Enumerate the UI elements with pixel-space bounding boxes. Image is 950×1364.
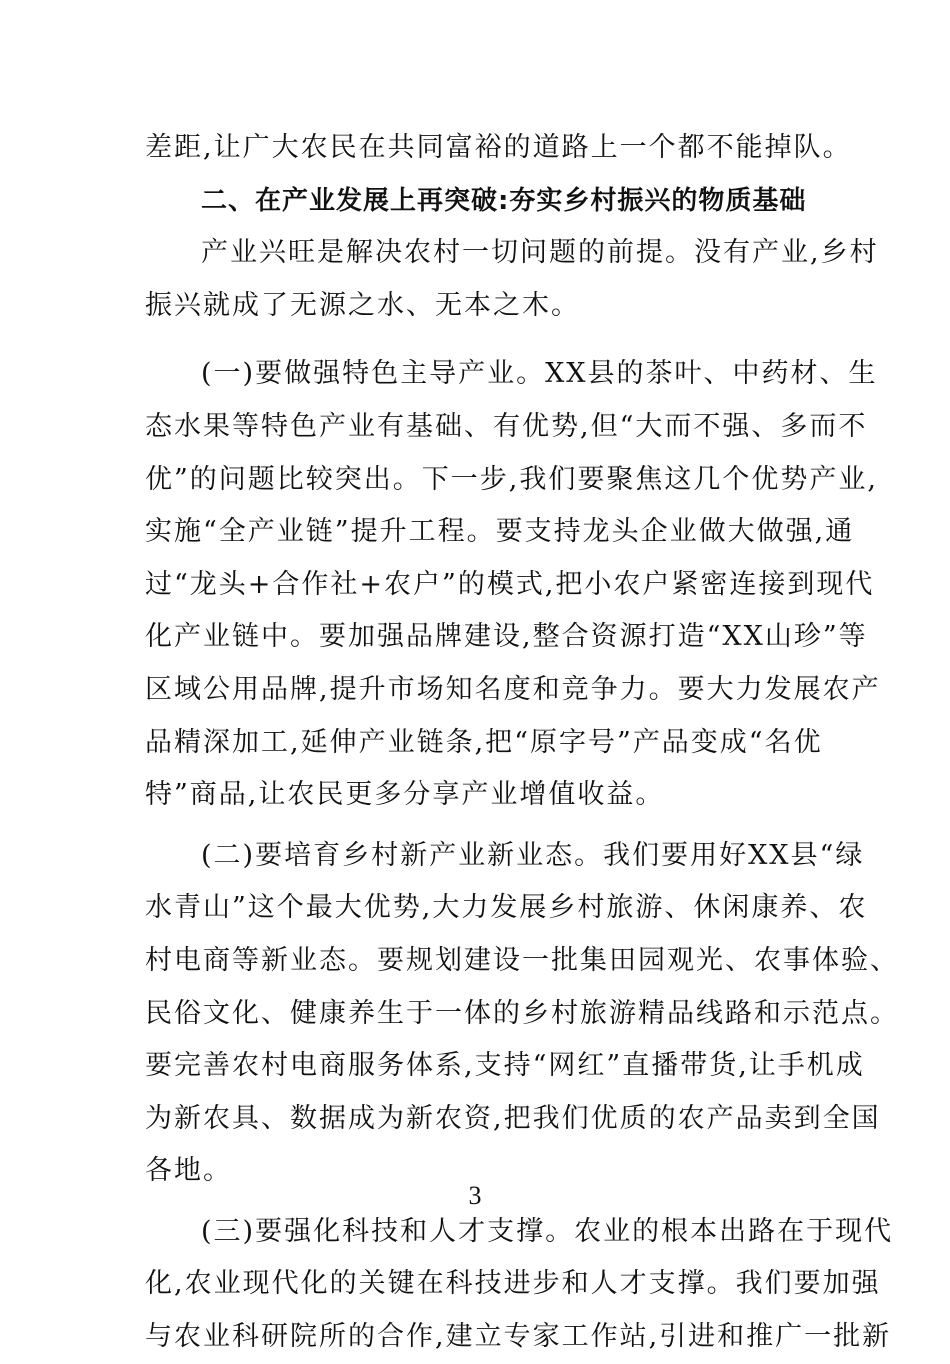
page-number: 3 (468, 1181, 482, 1210)
body-line: 振兴就成了无源之水、无本之木。 (145, 289, 580, 321)
body-line: 优”的问题比较突出。下一步,我们要聚焦这几个优势产业, (145, 463, 878, 495)
body-line: 民俗文化、健康养生于一体的乡村旅游精品线路和示范点。 (145, 997, 899, 1029)
body-line: 化产业链中。要加强品牌建设,整合资源打造“XX山珍”等 (145, 621, 868, 653)
body-line: 过“龙头+合作社+农户”的模式,把小农户紧密连接到现代 (145, 568, 875, 600)
body-line: 实施“全产业链”提升工程。要支持龙头企业做大做强,通 (145, 516, 855, 548)
subsection-line: (二)要培育乡村新产业新业态。我们要用好XX县“绿 (201, 839, 865, 871)
section-heading: 二、在产业发展上再突破:夯实乡村振兴的物质基础 (201, 185, 807, 216)
subsection-line: (三)要强化科技和人才支撑。农业的根本出路在于现代 (201, 1215, 894, 1247)
body-line: 与农业科研院所的合作,建立专家工作站,引进和推广一批新 (145, 1321, 892, 1353)
body-line: 要完善农村电商服务体系,支持“网红”直播带货,让手机成 (145, 1050, 865, 1082)
body-line: 区域公用品牌,提升市场知名度和竞争力。要大力发展农产 (145, 673, 881, 705)
body-line: 化,农业现代化的关键在科技进步和人才支撑。我们要加强 (145, 1268, 881, 1300)
body-line: 特”商品,让农民更多分享产业增值收益。 (145, 779, 665, 811)
document-body (145, 122, 899, 1364)
body-line: 村电商等新业态。要规划建设一批集田园观光、农事体验、 (145, 944, 899, 976)
body-line: 品精深加工,延伸产业链条,把“原字号”产品变成“名优 (145, 726, 823, 758)
body-line: 为新农具、数据成为新农资,把我们优质的农产品卖到全国 (145, 1102, 881, 1134)
body-line: 产业兴旺是解决农村一切问题的前提。没有产业,乡村 (201, 237, 879, 269)
body-line: 各地。 (145, 1155, 232, 1187)
subsection-line: (一)要做强特色主导产业。XX县的茶叶、中药材、生 (201, 358, 878, 390)
body-line: 差距,让广大农民在共同富裕的道路上一个都不能掉队。 (145, 132, 852, 163)
body-line: 水青山”这个最大优势,大力发展乡村旅游、休闲康养、农 (145, 892, 868, 924)
body-line: 态水果等特色产业有基础、有优势,但“大而不强、多而不 (145, 410, 868, 442)
